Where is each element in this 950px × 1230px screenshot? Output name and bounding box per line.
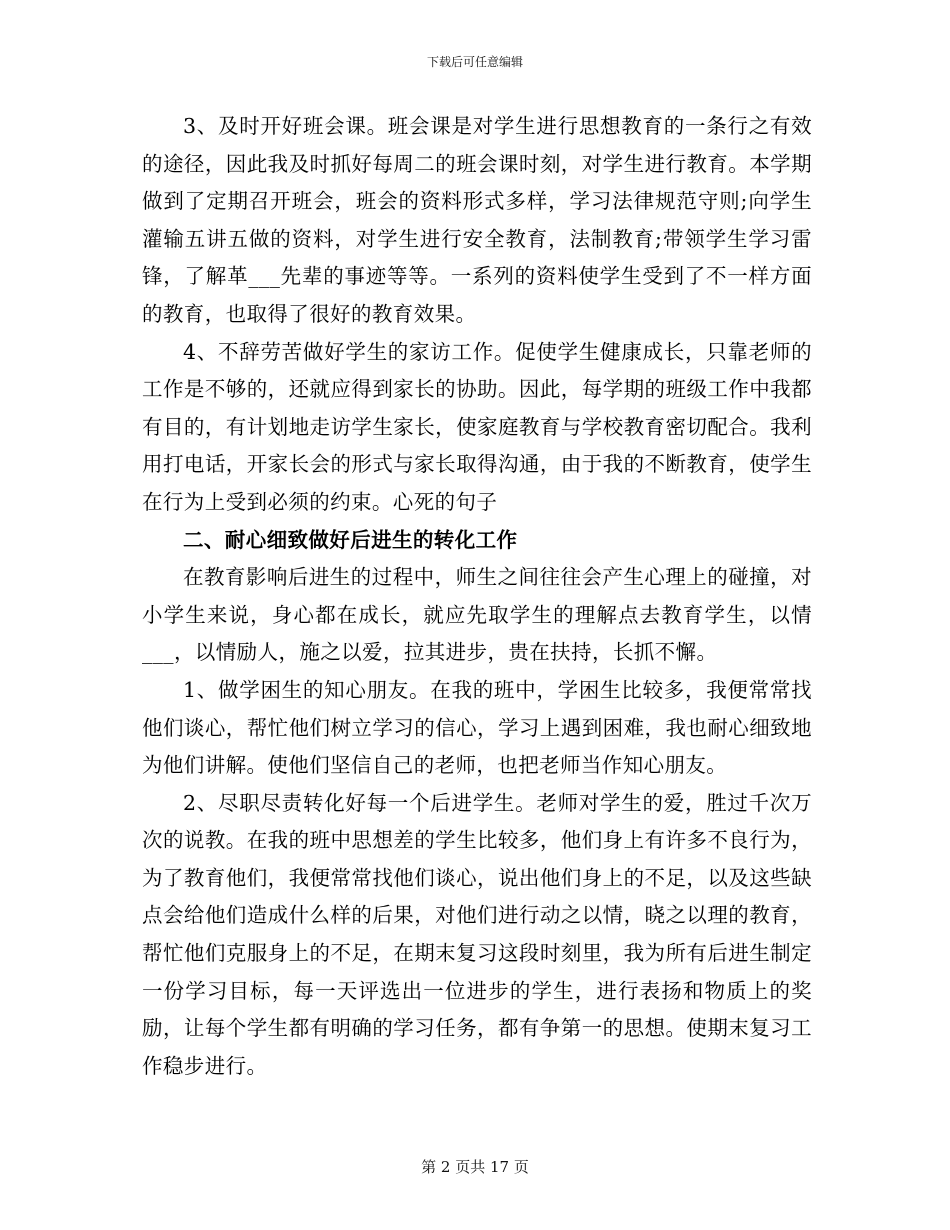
paragraph-class-meeting: 3、及时开好班会课。班会课是对学生进行思想教育的一条行之有效的途径，因此我及时抓好每周二的班会课时刻，对学生进行教育。本学期做到了定期召开班会，班会的资料形式多样，学习法律规范守则;向学生灌输五讲五做的资料，对学生进行安全教育，法制教育;带领学生学习雷锋，了解革___先辈的事迹等等。一系列的资料使学生受到了不一样方面的教育，也取得了很好的教育效果。 [142,114,812,326]
page-footer: 第 2 页共 17 页 [421,1158,529,1176]
paragraph-home-visit: 4、不辞劳苦做好学生的家访工作。促使学生健康成长，只靠老师的工作是不够的，还就应得到家长的协助。因此，每学期的班级工作中我都有目的，有计划地走访学生家长，使家庭教育与学校教育密切配合。我利用打电话，开家长会的形式与家长取得沟通，由于我的不断教育，使学生在行为上受到必须的约束。心死的句子 [142,339,812,514]
section-heading: 二、耐心细致做好后进生的转化工作 [183,527,518,552]
paragraph-transform: 2、尽职尽责转化好每一个后进学生。老师对学生的爱，胜过千次万次的说教。在我的班中思想差的学生比较多，他们身上有许多不良行为，为了教育他们，我便常常找他们谈心，说出他们身上的不足，以及这些缺点会给他们造成什么样的后果，对他们进行动之以情，晓之以理的教育，帮忙他们克服身上的不足，在期末复习这段时刻里，我为所有后进生制定一份学习目标，每一天评选出一位进步的学生，进行表扬和物质上的奖励，让每个学生都有明确的学习任务，都有争第一的思想。使期末复习工作稳步进行。 [142,790,812,1078]
page-header: 下载后可任意编辑 [426,55,523,69]
paragraph-intro: 在教育影响后进生的过程中，师生之间往往会产生心理上的碰撞，对小学生来说，身心都在成长，就应先取学生的理解点去教育学生，以情___，以情励人，施之以爱，拉其进步，贵在扶持，长抓不懈。 [142,565,812,665]
document-body [142,108,812,1085]
paragraph-friend: 1、做学困生的知心朋友。在我的班中，学困生比较多，我便常常找他们谈心，帮忙他们树立学习的信心，学习上遇到困难，我也耐心细致地为他们讲解。使他们坚信自己的老师，也把老师当作知心朋友。 [142,677,812,778]
